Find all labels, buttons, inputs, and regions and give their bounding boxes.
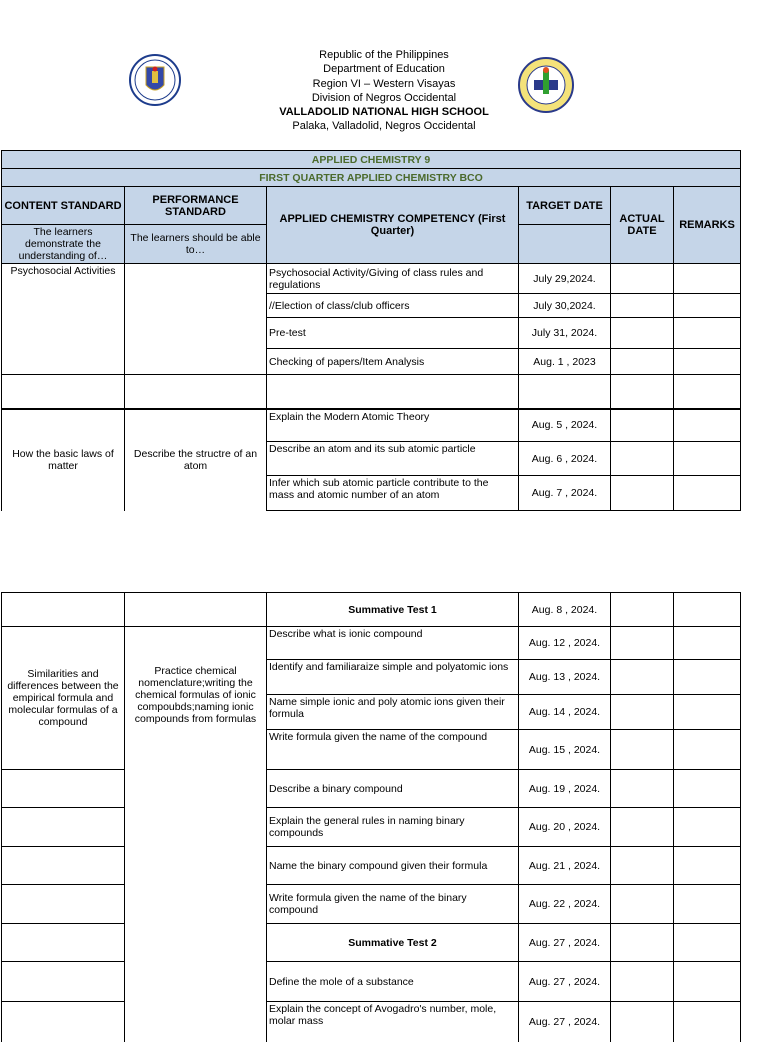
remarks-cell xyxy=(674,1002,741,1042)
table-row xyxy=(2,885,741,924)
target-date-cell: Aug. 27 , 2024. xyxy=(519,924,611,962)
empty-cell xyxy=(519,375,611,409)
col-actual-date: ACTUAL DATE xyxy=(611,187,674,264)
table-row xyxy=(2,593,741,627)
header-line-3: Region VI – Western Visayas xyxy=(312,77,456,90)
competency-cell: //Election of class/club officers xyxy=(267,294,519,318)
competency-cell: Pre-test xyxy=(267,318,519,349)
target-date-cell: Aug. 5 , 2024. xyxy=(519,409,611,442)
col-remarks: REMARKS xyxy=(674,187,741,264)
competency-cell: Define the mole of a substance xyxy=(267,962,519,1002)
target-date-cell: Aug. 27 , 2024. xyxy=(519,1002,611,1042)
actual-date-cell xyxy=(611,730,674,770)
empty-cell xyxy=(2,847,125,885)
actual-date-cell xyxy=(611,627,674,660)
sub-content-standard: The learners demonstrate the understanding of… xyxy=(2,225,125,264)
col-content-standard: CONTENT STANDARD xyxy=(2,187,125,225)
actual-date-cell xyxy=(611,409,674,442)
competency-cell: Identify and familiaraize simple and polyatomic ions xyxy=(267,660,519,695)
content-standard-cell: Similarities and differences between the empirical formula and molecular formulas of a compound xyxy=(2,627,125,770)
remarks-cell xyxy=(674,730,741,770)
competency-cell: Write formula given the name of the compound xyxy=(267,730,519,770)
actual-date-cell xyxy=(611,1002,674,1042)
empty-cell xyxy=(2,962,125,1002)
header-line-2: Department of Education xyxy=(323,63,445,76)
empty-cell xyxy=(2,375,125,409)
actual-date-cell xyxy=(611,770,674,808)
remarks-cell xyxy=(674,442,741,476)
curriculum-table-page-2 xyxy=(1,592,741,1042)
letterhead xyxy=(0,48,768,134)
competency-cell: Explain the general rules in naming binary compounds xyxy=(267,808,519,847)
target-date-cell: Aug. 20 , 2024. xyxy=(519,808,611,847)
remarks-cell xyxy=(674,593,741,627)
table-row xyxy=(2,1002,741,1042)
table-row xyxy=(2,962,741,1002)
col-competency: APPLIED CHEMISTRY COMPETENCY (First Quarter) xyxy=(267,187,519,264)
remarks-cell xyxy=(674,627,741,660)
competency-cell: Write formula given the name of the binary compound xyxy=(267,885,519,924)
competency-cell: Explain the concept of Avogadro's number, mole, molar mass xyxy=(267,1002,519,1042)
competency-cell: Describe an atom and its sub atomic particle xyxy=(267,442,519,476)
target-date-cell: Aug. 22 , 2024. xyxy=(519,885,611,924)
actual-date-cell xyxy=(611,660,674,695)
empty-cell xyxy=(267,375,519,409)
col-target-date: TARGET DATE xyxy=(519,187,611,225)
actual-date-cell xyxy=(611,593,674,627)
competency-cell: Describe what is ionic compound xyxy=(267,627,519,660)
target-date-cell: July 29,2024. xyxy=(519,264,611,294)
target-date-cell: July 30,2024. xyxy=(519,294,611,318)
empty-cell xyxy=(125,593,267,627)
summative-test-cell: Summative Test 1 xyxy=(267,593,519,627)
remarks-cell xyxy=(674,847,741,885)
table-row xyxy=(2,847,741,885)
actual-date-cell xyxy=(611,885,674,924)
actual-date-cell xyxy=(611,294,674,318)
table-subtitle: FIRST QUARTER APPLIED CHEMISTRY BCO xyxy=(2,169,741,187)
remarks-cell xyxy=(674,294,741,318)
remarks-cell xyxy=(674,695,741,730)
target-date-cell: Aug. 21 , 2024. xyxy=(519,847,611,885)
actual-date-cell xyxy=(611,924,674,962)
empty-cell xyxy=(2,885,125,924)
summative-test-cell: Summative Test 2 xyxy=(267,924,519,962)
performance-standard-cell xyxy=(125,264,267,375)
table-row xyxy=(2,770,741,808)
actual-date-cell xyxy=(611,476,674,511)
table-row xyxy=(2,409,741,442)
school-name: VALLADOLID NATIONAL HIGH SCHOOL xyxy=(279,106,489,119)
actual-date-cell xyxy=(611,808,674,847)
empty-cell xyxy=(2,1002,125,1042)
target-date-cell: Aug. 12 , 2024. xyxy=(519,627,611,660)
remarks-cell xyxy=(674,962,741,1002)
actual-date-cell xyxy=(611,442,674,476)
empty-cell xyxy=(125,375,267,409)
remarks-cell xyxy=(674,476,741,511)
performance-standard-cell: Describe the structre of an atom xyxy=(125,409,267,511)
target-date-cell: Aug. 7 , 2024. xyxy=(519,476,611,511)
actual-date-cell xyxy=(611,695,674,730)
empty-cell xyxy=(2,593,125,627)
empty-cell xyxy=(2,808,125,847)
remarks-cell xyxy=(674,264,741,294)
remarks-cell xyxy=(674,808,741,847)
competency-cell: Describe a binary compound xyxy=(267,770,519,808)
col-performance-standard: PERFORMANCE STANDARD xyxy=(125,187,267,225)
target-date-cell: Aug. 15 , 2024. xyxy=(519,730,611,770)
table-title: APPLIED CHEMISTRY 9 xyxy=(2,151,741,169)
school-address: Palaka, Valladolid, Negros Occidental xyxy=(292,120,476,133)
remarks-cell xyxy=(674,660,741,695)
actual-date-cell xyxy=(611,318,674,349)
remarks-cell xyxy=(674,349,741,375)
target-date-cell: Aug. 14 , 2024. xyxy=(519,695,611,730)
competency-cell: Checking of papers/Item Analysis xyxy=(267,349,519,375)
header-line-1: Republic of the Philippines xyxy=(319,49,449,61)
remarks-cell xyxy=(674,318,741,349)
competency-cell: Name the binary compound given their formula xyxy=(267,847,519,885)
target-date-cell: Aug. 13 , 2024. xyxy=(519,660,611,695)
header-line-4: Division of Negros Occidental xyxy=(311,91,457,104)
target-date-cell: Aug. 1 , 2023 xyxy=(519,349,611,375)
actual-date-cell xyxy=(611,962,674,1002)
remarks-cell xyxy=(674,409,741,442)
target-date-cell: Aug. 27 , 2024. xyxy=(519,962,611,1002)
empty-cell xyxy=(2,770,125,808)
table-row xyxy=(2,924,741,962)
content-standard-cell: How the basic laws of matter xyxy=(2,409,125,511)
table-row xyxy=(2,264,741,294)
actual-date-cell xyxy=(611,349,674,375)
performance-standard-cell: Practice chemical nomenclature;writing the chemical formulas of ionic compoubds;naming ionic compounds from formulas xyxy=(125,627,267,1042)
table-row xyxy=(2,627,741,660)
empty-cell xyxy=(674,375,741,409)
target-date-cell: Aug. 8 , 2024. xyxy=(519,593,611,627)
actual-date-cell xyxy=(611,847,674,885)
table-row xyxy=(2,808,741,847)
competency-cell: Psychosocial Activity/Giving of class rules and regulations xyxy=(267,264,519,294)
competency-cell: Explain the Modern Atomic Theory xyxy=(267,409,519,442)
competency-cell: Name simple ionic and poly atomic ions given their formula xyxy=(267,695,519,730)
sub-performance-standard: The learners should be able to… xyxy=(125,225,267,264)
empty-cell xyxy=(2,924,125,962)
remarks-cell xyxy=(674,770,741,808)
empty-cell xyxy=(611,375,674,409)
curriculum-table-page-1 xyxy=(1,150,741,511)
remarks-cell xyxy=(674,924,741,962)
remarks-cell xyxy=(674,885,741,924)
actual-date-cell xyxy=(611,264,674,294)
target-date-cell: Aug. 6 , 2024. xyxy=(519,442,611,476)
competency-cell: Infer which sub atomic particle contribute to the mass and atomic number of an atom xyxy=(267,476,519,511)
table-row xyxy=(2,375,741,409)
target-date-spacer xyxy=(519,225,611,264)
target-date-cell: Aug. 19 , 2024. xyxy=(519,770,611,808)
target-date-cell: July 31, 2024. xyxy=(519,318,611,349)
content-standard-cell: Psychosocial Activities xyxy=(2,264,125,375)
